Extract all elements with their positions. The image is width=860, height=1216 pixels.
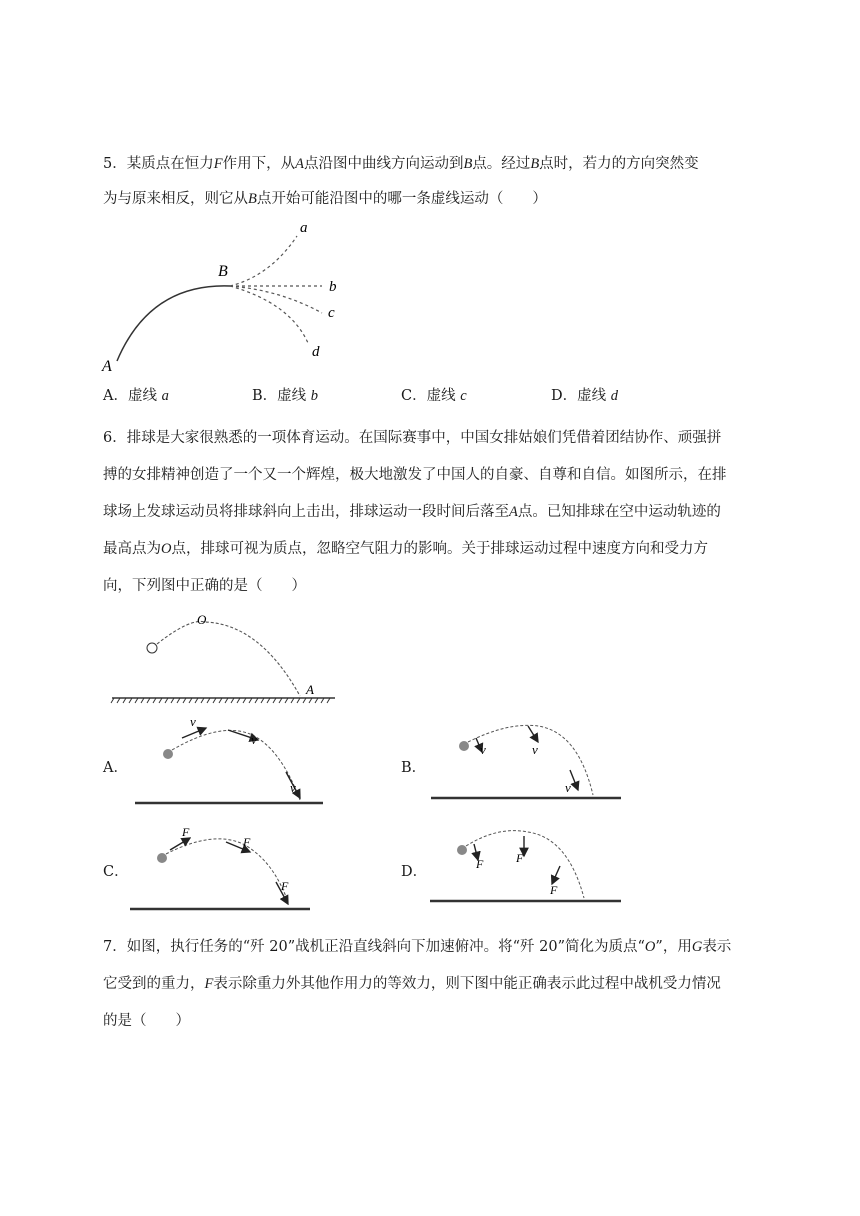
label-d: d	[312, 344, 320, 360]
label-o: O	[197, 612, 207, 627]
q7-line-2: 它受到的重力，F表示除重力外其他作用力的等效力，则下图中能正确表示此过程中战机受力情况	[103, 976, 721, 992]
label-v: v	[565, 780, 571, 795]
q7-line-1: 7．如图，执行任务的“歼 20”战机正沿直线斜向下加速俯冲。将“歼 20”简化为质点“O”，用G表示	[103, 939, 732, 955]
q5-option-a: A．虚线 a	[103, 388, 169, 404]
q5-line-2: 为与原来相反，则它从B点开始可能沿图中的哪一条虚线运动（ ）	[103, 191, 547, 207]
q6-option-b-label: B．	[401, 760, 427, 776]
q6-line-5: 向，下列图中正确的是（ ）	[103, 578, 306, 594]
volleyball	[147, 643, 157, 653]
label-f: F	[243, 835, 251, 849]
q5-option-b: B．虚线 b	[252, 388, 319, 404]
q6-line-4: 最高点为O点，排球可视为质点，忽略空气阻力的影响。关于排球运动过程中速度方向和受力方	[103, 541, 708, 557]
velocity-arrow-2	[528, 726, 538, 742]
q6-option-d-label: D．	[401, 864, 428, 880]
q6-option-a-figure	[130, 712, 330, 812]
label-f: F	[281, 879, 289, 893]
dashed-curve-a	[230, 236, 297, 286]
label-a: A	[306, 682, 314, 697]
trajectory	[466, 831, 584, 898]
label-b-point: B	[218, 263, 228, 280]
label-f: F	[476, 857, 484, 871]
label-f: F	[182, 825, 190, 839]
label-v: v	[480, 742, 486, 757]
q5-option-c: C．虚线 c	[401, 388, 467, 404]
label-a: a	[300, 220, 308, 236]
volleyball	[459, 741, 469, 751]
trajectory	[166, 839, 288, 902]
label-v: v	[190, 714, 196, 729]
label-f: F	[550, 883, 558, 897]
label-v: v	[532, 742, 538, 757]
q6-option-d-figure	[428, 822, 628, 912]
q6-line-1: 6．排球是大家很熟悉的一项体育运动。在国际赛事中，中国女排姑娘们凭借着团结协作、顽强拼	[103, 430, 722, 446]
q5-option-d: D．虚线 d	[551, 388, 618, 404]
q6-option-b-figure	[428, 710, 628, 810]
volleyball	[157, 853, 167, 863]
q5-line-1: 5．某质点在恒力F作用下，从A点沿图中曲线方向运动到B点。经过B点时，若力的方向突然变	[103, 156, 699, 172]
dashed-curve-d	[230, 286, 308, 343]
volleyball	[163, 749, 173, 759]
label-v: v	[290, 780, 296, 795]
q6-option-c-label: C．	[103, 864, 129, 880]
trajectory	[157, 621, 300, 696]
label-c: c	[328, 305, 335, 321]
trajectory	[172, 730, 300, 800]
force-arrow-1	[170, 838, 190, 850]
label-b: b	[329, 279, 337, 295]
force-arrow-3	[552, 866, 560, 884]
volleyball	[457, 845, 467, 855]
trajectory	[468, 725, 593, 795]
q6-option-c-figure	[128, 820, 318, 920]
velocity-arrow-3	[570, 770, 578, 790]
curve-a-to-b	[117, 286, 230, 361]
q7-line-3: 的是（ ）	[103, 1013, 190, 1029]
label-f: F	[516, 851, 524, 865]
q6-option-a-label: A．	[103, 760, 128, 776]
q6-main-figure	[110, 610, 340, 710]
label-a-point: A	[102, 358, 112, 375]
label-v: v	[251, 732, 257, 747]
q6-line-3: 球场上发球运动员将排球斜向上击出，排球运动一段时间后落至A点。已知排球在空中运动轨迹的	[103, 504, 721, 520]
velocity-arrow-1	[182, 728, 206, 738]
q5-figure	[100, 218, 360, 378]
q6-line-2: 搏的女排精神创造了一个又一个辉煌，极大地激发了中国人的自豪、自尊和自信。如图所示，在排	[103, 467, 727, 483]
